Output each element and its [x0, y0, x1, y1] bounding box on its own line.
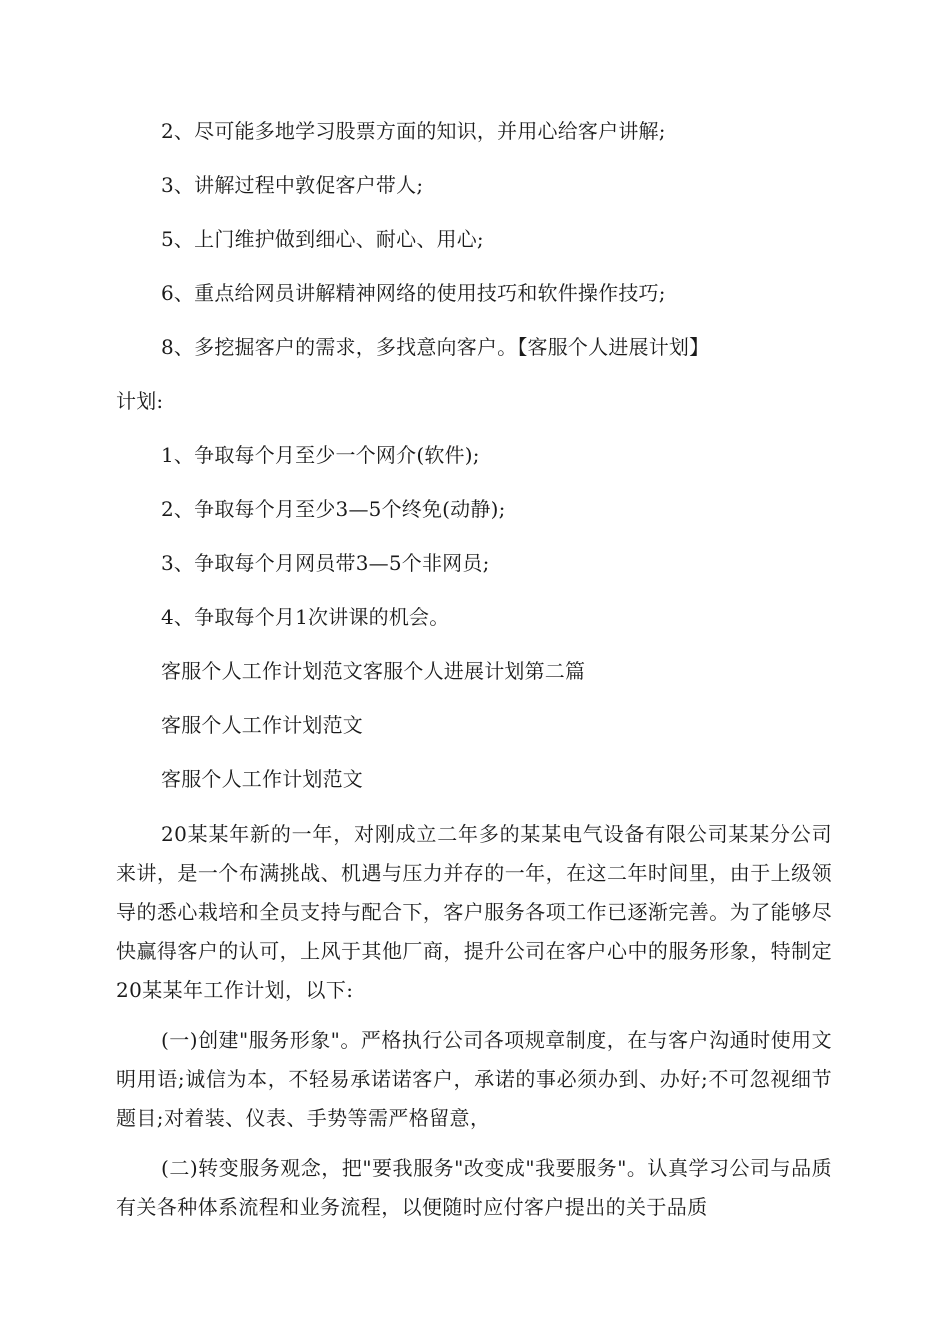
list-item: 5、上门维护做到细心、耐心、用心;: [161, 227, 484, 251]
list-item: 1、争取每个月至少一个网介(软件);: [161, 443, 480, 467]
section-paragraph: (一)创建"服务形象"。严格执行公司各项规章制度，在与客户沟通时使用文明用语;诚信为本，不轻易承诺诺客户，承诺的事必须办到、办好;不可忽视细节题目;对着装、仪表、手势等需严格留意，: [116, 1028, 832, 1130]
list-item: 2、尽可能多地学习股票方面的知识，并用心给客户讲解;: [161, 119, 666, 143]
list-item: 3、讲解过程中敦促客户带人;: [161, 173, 424, 197]
list-item: 8、多挖掘客户的需求，多找意向客户。【客服个人进展计划】: [161, 335, 710, 359]
section-paragraph: (二)转变服务观念，把"要我服务"改变成"我要服务"。认真学习公司与品质有关各种体系流程和业务流程，以便随时应付客户提出的关于品质: [116, 1156, 832, 1219]
list-item: 6、重点给网员讲解精神网络的使用技巧和软件操作技巧;: [161, 281, 666, 305]
list-item: 2、争取每个月至少3—5个终免(动静);: [161, 497, 506, 521]
subtitle: 客服个人工作计划范文: [161, 713, 363, 737]
list-item: 3、争取每个月网员带3—5个非网员;: [161, 551, 490, 575]
subtitle: 客服个人工作计划范文: [161, 767, 363, 791]
list-item: 4、争取每个月1次讲课的机会。: [161, 605, 450, 629]
intro-paragraph: 20某某年新的一年，对刚成立二年多的某某电气设备有限公司某某分公司来讲，是一个布满挑战、机遇与压力并存的一年，在这二年时间里，由于上级领导的悉心栽培和全员支持与配合下，客户服务各项工作已逐渐完善。为了能够尽快赢得客户的认可，上风于其他厂商，提升公司在客户心中的服务形象，特制定20某某年工作计划，以下:: [116, 822, 832, 1002]
plan-label: 计划:: [116, 389, 164, 413]
article-title: 客服个人工作计划范文客服个人进展计划第二篇: [161, 659, 586, 683]
